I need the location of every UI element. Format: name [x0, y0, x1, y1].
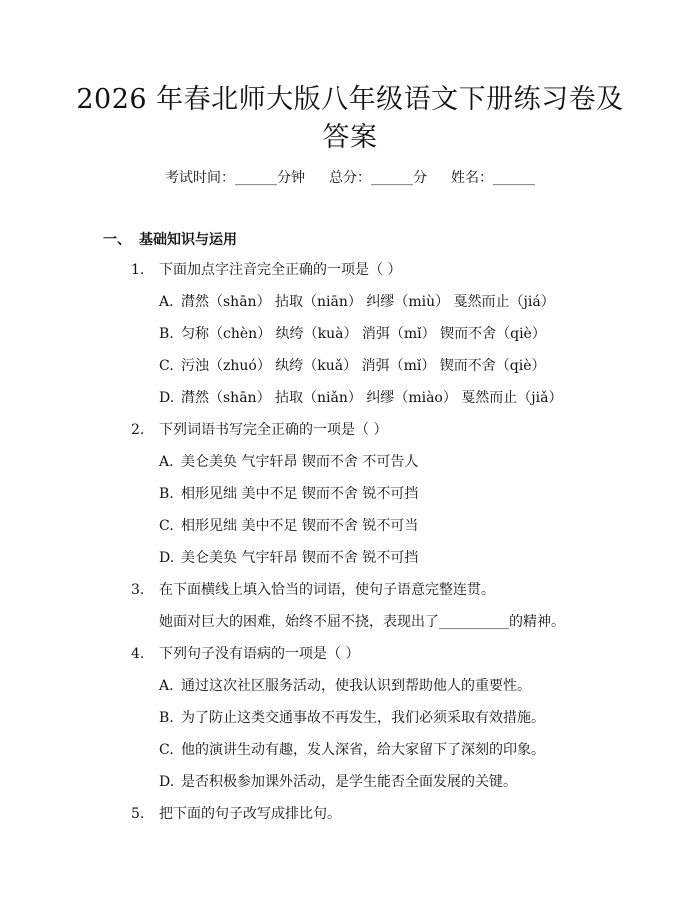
option-text: 是否积极参加课外活动，是学生能否全面发展的关键。	[181, 774, 517, 790]
option-label: A.	[159, 454, 174, 470]
question-2-option-a	[159, 451, 418, 473]
question-4-option-c	[159, 739, 545, 761]
question-2-option-b	[159, 483, 418, 505]
question-text: 下列句子没有语病的一项是（ ）	[159, 646, 360, 662]
option-label: C.	[159, 358, 174, 374]
option-text: 美仑美奂 气宇轩昂 锲而不舍 锐不可挡	[181, 550, 419, 566]
question-1	[131, 259, 401, 281]
section-heading	[103, 229, 237, 251]
exam-score-label: 总分：______分	[329, 170, 427, 186]
question-1-option-b	[159, 323, 546, 345]
option-text: 匀称（chèn） 纨绔（kuà） 消弭（mǐ） 锲而不舍（qiè）	[181, 326, 546, 342]
option-text: 他的演讲生动有趣，发人深省，给大家留下了深刻的印象。	[181, 742, 545, 758]
option-label: D.	[159, 390, 175, 406]
question-3-fill-blank: 她面对巨大的困难，始终不屈不挠，表现出了__________的精神。	[159, 614, 565, 630]
question-number: 4.	[131, 646, 145, 662]
document-title-line-1: 2026 年春北师大版八年级语文下册练习卷及	[76, 84, 624, 115]
question-4-option-b	[159, 707, 545, 729]
exam-name-label: 姓名：______	[451, 170, 535, 186]
question-1-option-a	[159, 291, 555, 313]
option-text: 污浊（zhuó） 纨绔（kuǎ） 消弭（mǐ） 锲而不舍（qiè）	[181, 358, 546, 374]
exam-meta	[0, 167, 700, 189]
question-number: 5.	[131, 806, 145, 822]
question-text: 下列词语书写完全正确的一项是（ ）	[159, 422, 388, 438]
exam-time-label: 考试时间：______分钟	[165, 170, 305, 186]
question-4	[131, 643, 359, 665]
option-label: B.	[159, 486, 174, 502]
option-label: C.	[159, 742, 174, 758]
option-label: C.	[159, 518, 174, 534]
option-label: D.	[159, 550, 175, 566]
option-text: 美仑美奂 气宇轩昂 锲而不舍 不可告人	[181, 454, 419, 470]
option-label: B.	[159, 326, 174, 342]
option-text: 潸然（shān） 拈取（niǎn） 纠缪（miào） 戛然而止（jiǎ）	[181, 390, 563, 406]
option-label: B.	[159, 710, 174, 726]
option-text: 相形见绌 美中不足 锲而不舍 锐不可当	[181, 518, 419, 534]
document-title-line-2: 答案	[322, 122, 378, 153]
option-text: 相形见绌 美中不足 锲而不舍 锐不可挡	[181, 486, 419, 502]
option-text: 潸然（shān） 拈取（niān） 纠缪（miù） 戛然而止（jiá）	[181, 294, 555, 310]
question-1-option-c	[159, 355, 546, 377]
option-text: 通过这次社区服务活动，使我认识到帮助他人的重要性。	[181, 678, 531, 694]
option-label: A.	[159, 678, 174, 694]
question-text: 在下面横线上填入恰当的词语，使句子语意完整连贯。	[159, 582, 495, 598]
question-text: 把下面的句子改写成排比句。	[159, 806, 341, 822]
option-label: A.	[159, 294, 174, 310]
question-number: 3.	[131, 582, 145, 598]
option-label: D.	[159, 774, 175, 790]
question-number: 2.	[131, 422, 145, 438]
question-number: 1.	[131, 262, 145, 278]
question-2	[131, 419, 387, 441]
question-2-option-d	[159, 547, 418, 569]
option-text: 为了防止这类交通事故不再发生，我们必须采取有效措施。	[181, 710, 545, 726]
question-5	[131, 803, 341, 825]
question-3	[131, 579, 495, 601]
question-text: 下面加点字注音完全正确的一项是（ ）	[159, 262, 402, 278]
question-1-option-d	[159, 387, 562, 409]
question-4-option-a	[159, 675, 531, 697]
question-2-option-c	[159, 515, 418, 537]
section-title: 基础知识与运用	[139, 232, 237, 248]
section-number: 一、	[103, 232, 131, 248]
question-4-option-d	[159, 771, 517, 793]
